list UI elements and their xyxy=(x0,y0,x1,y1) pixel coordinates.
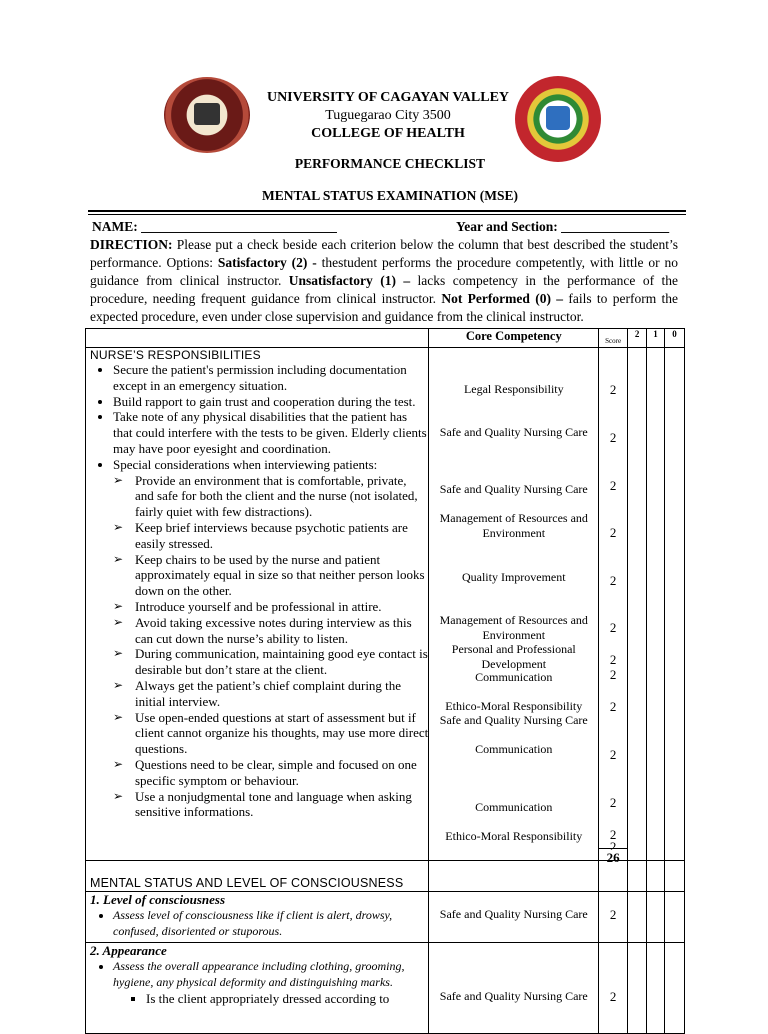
list-item: ➢ Avoid taking excessive notes during interview as this can cut down the nurse’s ability to listen. xyxy=(135,615,428,647)
core-competency-label: Ethico-Moral Responsibility xyxy=(445,699,583,713)
score-header-label: Score xyxy=(605,337,622,345)
score-value: 2 xyxy=(609,652,617,667)
check-cell-0[interactable] xyxy=(665,348,685,861)
city-line: Tuguegarao City 3500 xyxy=(325,108,451,123)
col-2-header: 2 xyxy=(628,329,647,348)
table-row xyxy=(86,943,685,1034)
score-value: 2 xyxy=(609,573,617,588)
check-cell-1[interactable] xyxy=(647,348,665,861)
core-competency-label: Management of Resources and Environment xyxy=(439,613,588,642)
score-value: 2 xyxy=(609,840,617,850)
core-competency-label: Quality Improvement xyxy=(461,570,566,584)
direction-text-3: lacks competency in the performance of the procedure, needing frequent guidance from clinical instructor. xyxy=(90,273,678,306)
score-value: 2 xyxy=(609,382,617,397)
section-title-nurse: NURSE’S RESPONSIBILITIES xyxy=(90,348,261,362)
core-competency-label: Personal and Professional Development xyxy=(451,642,576,671)
direction-text-2: thestudent performs the procedure competently, with little or no guidance from clinical instructor. xyxy=(90,255,678,288)
score-value: 2 xyxy=(609,620,617,635)
college-name: COLLEGE OF HEALTH xyxy=(311,126,465,141)
total-score: 26 xyxy=(606,850,620,865)
score-value: 2 xyxy=(609,699,617,714)
core-competency-label: Safe and Quality Nursing Care xyxy=(439,989,588,1003)
core-competency-label: Communication xyxy=(475,670,553,684)
direction-lead: DIRECTION: xyxy=(90,237,173,252)
list-item: • Take note of any physical disabilities that the patient has that could interfere with the tests to be given. Elderly clients may have poor eyesight and coordination. xyxy=(113,409,428,456)
checklist-table xyxy=(85,328,685,1034)
year-section-field-label: Year and Section: ________________ xyxy=(456,219,670,234)
core-competency-header: Core Competency xyxy=(429,329,599,348)
name-field-label: NAME: _____________________________ xyxy=(92,219,337,234)
list-item: • Assess level of consciousness like if client is alert, drowsy, confused, disoriented or stuporous. xyxy=(113,908,428,940)
table-header-row xyxy=(86,329,685,348)
blank-cell xyxy=(429,861,599,892)
check-cell-1[interactable] xyxy=(647,943,665,1034)
table-row xyxy=(86,861,685,892)
col-1-header: 1 xyxy=(647,329,665,348)
nurse-responsibilities-cell xyxy=(86,348,429,861)
list-item: • Secure the patient's permission including documentation except in an emergency situation. xyxy=(113,362,428,394)
score-value: 2 xyxy=(609,430,617,445)
list-item: ➢ During communication, maintaining good eye contact is desirable but don’t stare at the client. xyxy=(135,646,428,678)
check-cell-0[interactable] xyxy=(665,943,685,1034)
list-item: ▪ Is the client appropriately dressed according to xyxy=(146,991,428,1007)
subsection-heading: 1. Level of consciousness xyxy=(90,892,226,907)
score-value: 2 xyxy=(609,907,617,922)
header-rule xyxy=(88,210,686,212)
core-competency-label: Ethico-Moral Responsibility xyxy=(445,829,583,843)
list-item: ➢ Keep brief interviews because psychotic patients are easily stressed. xyxy=(135,520,428,552)
check-cell-2[interactable] xyxy=(628,861,647,892)
responsibility-list xyxy=(86,362,428,820)
direction-text-4: fails to perform the expected procedure, even under close supervision and guidance from the clinical instructor. xyxy=(90,291,679,324)
student-info-line xyxy=(92,219,682,235)
document-title: PERFORMANCE CHECKLIST xyxy=(294,156,486,171)
consciousness-list xyxy=(86,908,428,940)
check-cell-1[interactable] xyxy=(647,861,665,892)
list-item: ➢ Use open-ended questions at start of assessment but if client cannot organize his thoughts, may use more direct questions. xyxy=(135,710,428,757)
core-competency-label: Management of Resources and Environment xyxy=(439,511,588,540)
core-competency-label: Safe and Quality Nursing Care xyxy=(439,482,588,496)
option-unsatisfactory: Unsatisfactory (1) – xyxy=(288,273,411,288)
core-competency-label: Legal Responsibility xyxy=(463,382,564,396)
score-header xyxy=(599,329,628,348)
core-competency-cell xyxy=(429,892,599,943)
table-row xyxy=(86,348,685,861)
level-consciousness-cell xyxy=(86,892,429,943)
score-cell xyxy=(599,892,628,943)
list-item: ➢ Always get the patient’s chief complaint during the initial interview. xyxy=(135,678,428,710)
col-0-header: 0 xyxy=(665,329,685,348)
total-divider xyxy=(599,848,627,849)
list-item-label: Special considerations when interviewing patients: xyxy=(113,456,378,472)
score-value: 2 xyxy=(609,827,617,842)
list-item: ➢ Keep chairs to be used by the nurse and patient approximately equal in size so that neither person looks down on the other. xyxy=(135,552,428,599)
core-competency-label: Communication xyxy=(475,800,553,814)
appearance-cell xyxy=(86,943,429,1034)
appearance-sub-list xyxy=(86,991,428,1007)
score-value: 2 xyxy=(609,747,617,762)
score-value: 2 xyxy=(609,989,617,1004)
list-item: • Build rapport to gain trust and cooperation during the test. xyxy=(113,394,428,410)
consideration-list xyxy=(113,473,428,821)
core-competency-label: Safe and Quality Nursing Care xyxy=(439,713,588,727)
core-competency-label: Communication xyxy=(475,742,553,756)
check-cell-2[interactable] xyxy=(628,348,647,861)
section-title-mental-status: MENTAL STATUS AND LEVEL OF CONSCIOUSNESS xyxy=(90,876,404,890)
core-competency-label: Safe and Quality Nursing Care xyxy=(439,907,588,921)
score-cell xyxy=(599,348,628,865)
direction-paragraph xyxy=(90,236,678,326)
list-item xyxy=(113,457,428,820)
score-value: 2 xyxy=(609,525,617,540)
list-item: ➢ Provide an environment that is comfortable, private, and safe for both the client and the nurse (not isolated, fairly quiet with few distractions). xyxy=(135,473,428,520)
score-value: 2 xyxy=(609,795,617,810)
direction-text-1: Please put a check beside each criterion below the column that best described the student’s performance. Options: xyxy=(90,237,678,270)
check-cell-2[interactable] xyxy=(628,892,647,943)
check-cell-1[interactable] xyxy=(647,892,665,943)
core-competency-cell xyxy=(429,348,599,861)
list-item: ➢ Introduce yourself and be professional in attire. xyxy=(135,599,428,615)
list-item: ➢ Questions need to be clear, simple and focused on one specific symptom or behaviour. xyxy=(135,757,428,789)
exam-title: MENTAL STATUS EXAMINATION (MSE) xyxy=(262,188,518,203)
score-value: 2 xyxy=(609,667,617,682)
subsection-heading: 2. Appearance xyxy=(90,943,167,958)
check-cell-0[interactable] xyxy=(665,892,685,943)
list-item: • Assess the overall appearance including clothing, grooming, hygiene, any physical deformity and distinguishing marks. xyxy=(113,959,428,991)
check-cell-2[interactable] xyxy=(628,943,647,1034)
header-blank xyxy=(86,329,429,348)
option-satisfactory: Satisfactory (2) - xyxy=(217,255,317,270)
option-not-performed: Not Performed (0) – xyxy=(441,291,564,306)
core-competency-cell xyxy=(429,943,599,1034)
appearance-list xyxy=(86,959,428,991)
table-row xyxy=(86,892,685,943)
header-rule-thin xyxy=(88,214,686,215)
list-item: ➢ Use a nonjudgmental tone and language when asking sensitive informations. xyxy=(135,789,428,821)
score-cell xyxy=(599,943,628,1034)
section-title-cell xyxy=(86,861,429,892)
core-competency-label: Safe and Quality Nursing Care xyxy=(439,425,588,439)
university-name: UNIVERSITY OF CAGAYAN VALLEY xyxy=(266,90,510,105)
check-cell-0[interactable] xyxy=(665,861,685,892)
score-value: 2 xyxy=(609,478,617,493)
